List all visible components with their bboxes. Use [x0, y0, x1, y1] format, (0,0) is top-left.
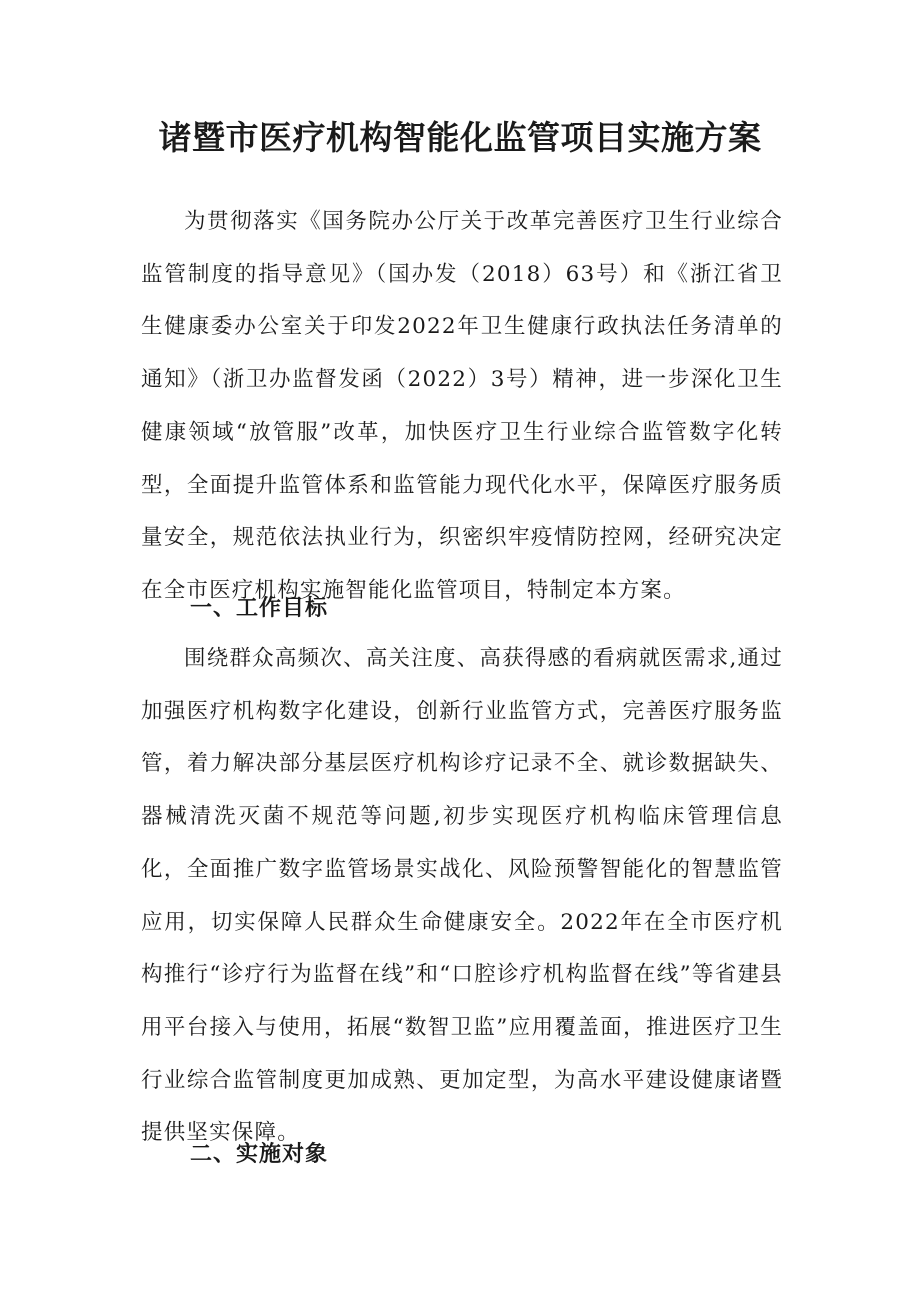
work-goals-paragraph: 围绕群众高频次、高关注度、高获得感的看病就医需求,通过加强医疗机构数字化建设，创新行业监管方式，完善医疗服务监管，着力解决部分基层医疗机构诊疗记录不全、就诊数据缺失、器械清洗灭菌不规范等问题,初步实现医疗机构临床管理信息化，全面推广数字监管场景实战化、风险预警智能化的智慧监管应用，切实保障人民群众生命健康安全。2022年在全市医疗机构推行“诊疗行为监督在线”和“口腔诊疗机构监督在线”等省建县用平台接入与使用，拓展“数智卫监”应用覆盖面，推进医疗卫生行业综合监管制度更加成熟、更加定型，为高水平建设健康诸暨提供坚实保障。 [141, 646, 783, 1146]
section-heading-work-goals: 一、工作目标 [190, 596, 329, 621]
document-title: 诸暨市医疗机构智能化监管项目实施方案 [158, 118, 762, 157]
section-heading-implementation-targets: 二、实施对象 [190, 1142, 329, 1167]
intro-paragraph: 为贯彻落实《国务院办公厅关于改革完善医疗卫生行业综合监管制度的指导意见》（国办发（2018）63号）和《浙江省卫生健康委办公室关于印发2022年卫生健康行政执法任务清单的通知》（浙卫办监督发函（2022）3号）精神，进一步深化卫生健康领域“放管服”改革，加快医疗卫生行业综合监管数字化转型，全面提升监管体系和监管能力现代化水平，保障医疗服务质量安全，规范依法执业行为，织密织牢疫情防控网，经研究决定在全市医疗机构实施智能化监管项目，特制定本方案。 [141, 209, 783, 603]
